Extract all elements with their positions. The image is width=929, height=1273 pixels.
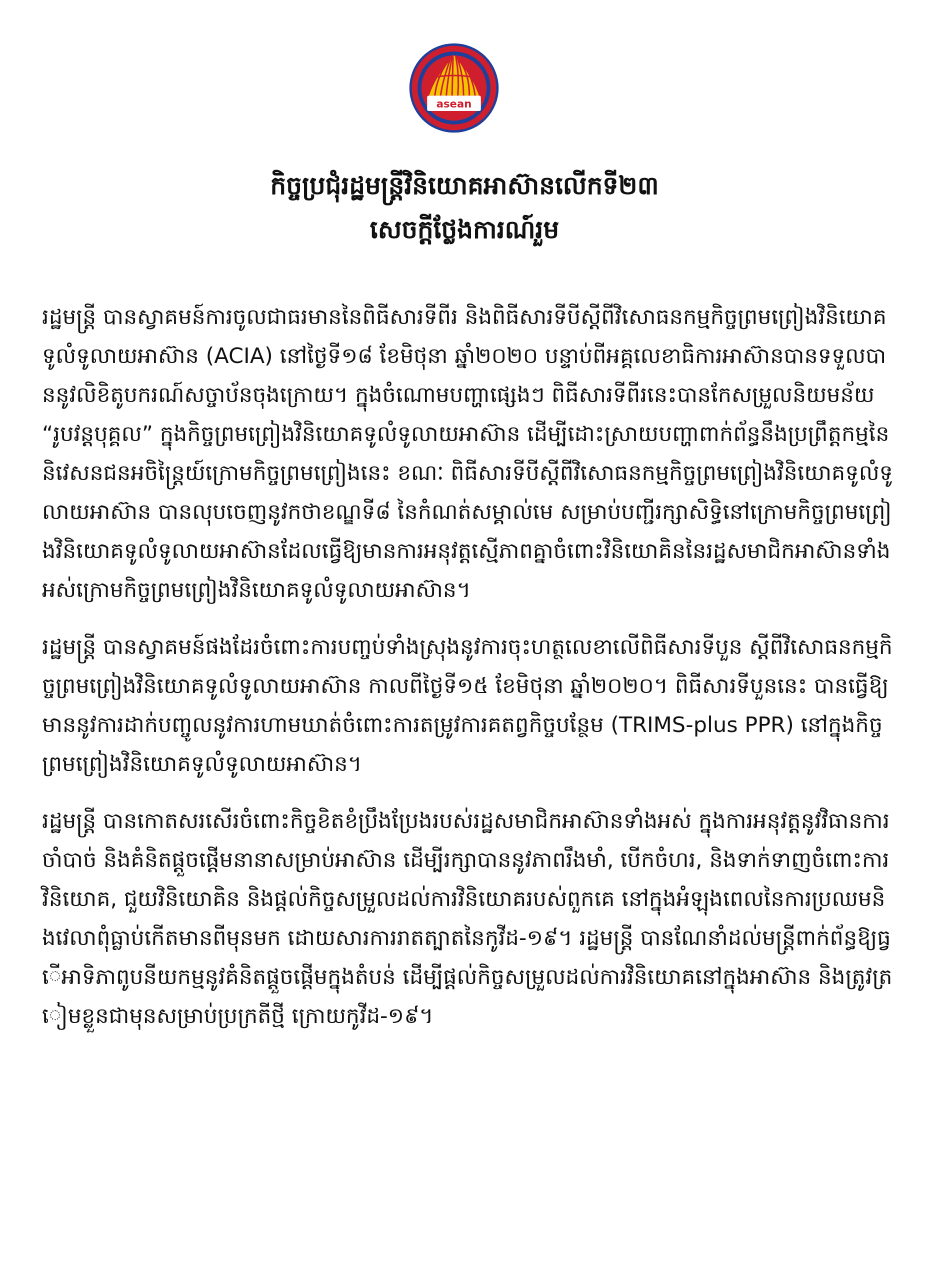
logo-wordmark: asean xyxy=(436,98,472,111)
paragraph-1: រដ្ឋមន្ត្រី បានស្វាគមន៍ការចូលជាធរមាននៃពិធីសារទីពីរ និងពិធីសារទីបីស្តីពីវិសោធនកម្មកិច្ចព្រមព្រៀងវិនិយោគទូលំទូលាយអាស៊ាន (ACIA) នៅថ្ងៃទី១៨ ខែមិថុនា ឆ្នាំ២០២០ បន្ទាប់ពីអគ្គលេខាធិការអាស៊ានបានទទួលបាននូវលិខិតូបករណ៍សច្ចាប័នចុងក្រោយ។ ក្នុងចំណោមបញ្ហាផ្សេងៗ ពិធីសារទីពីរនេះបានកែសម្រួលនិយមន័យ “រូបវន្តបុគ្គល” ក្នុងកិច្ចព្រមព្រៀងវិនិយោគទូលំទូលាយអាស៊ាន ដើម្បីដោះស្រាយបញ្ហាពាក់ព័ន្ធនឹងប្រព្រឹត្តកម្មនៃនិវេសនជនអចិន្ត្រៃយ៍ក្រោមកិច្ចព្រមព្រៀងនេះ ខណៈ ពិធីសារទីបីស្តីពីវិសោធនកម្មកិច្ចព្រមព្រៀងវិនិយោគទូលំទូលាយអាស៊ាន បានលុបចេញនូវកថាខណ្ឌទី៨ នៃកំណត់សម្គាល់មេ សម្រាប់បញ្ជីរក្សាសិទ្ធិនៅក្រោមកិច្ចព្រមព្រៀងវិនិយោគទូលំទូលាយអាស៊ានដែលធ្វើឱ្យមានការអនុវត្តស្មើភាពគ្នាចំពោះវិនិយោគិននៃរដ្ឋសមាជិកអាស៊ានទាំងអស់ក្រោមកិច្ចព្រមព្រៀងវិនិយោគទូលំទូលាយអាស៊ាន។ xyxy=(42,305,893,603)
document-header xyxy=(0,164,929,252)
document-body xyxy=(42,298,894,1054)
asean-logo xyxy=(406,40,502,136)
document-subtitle: សេចក្តីថ្លែងការណ៍រួម xyxy=(369,215,560,244)
paragraph-2: រដ្ឋមន្ត្រី បានស្វាគមន៍ផងដែរចំពោះការបញ្ចប់ទាំងស្រុងនូវការចុះហត្ថលេខាលើពិធីសារទីបួន ស្តីពីវិសោធនកម្មកិច្ចព្រមព្រៀងវិនិយោគទូលំទូលាយអាស៊ាន កាលពីថ្ងៃទី១៥ ខែមិថុនា ឆ្នាំ២០២០។ ពិធីសារទីបួននេះ បានធ្វើឱ្យមាននូវការដាក់បញ្ចូលនូវការហាមឃាត់ចំពោះការតម្រូវការគតព្វកិច្ចបន្ថែម (TRIMS-plus PPR) នៅក្នុងកិច្ចព្រមព្រៀងវិនិយោគទូលំទូលាយអាស៊ាន។ xyxy=(42,635,893,777)
asean-emblem-icon xyxy=(406,40,502,136)
paragraph-3: រដ្ឋមន្ត្រី បានកោតសរសើរចំពោះកិច្ចខិតខំប្រឹងប្រែងរបស់រដ្ឋសមាជិកអាស៊ានទាំងអស់ ក្នុងការអនុវត្តនូវវិធានការចាំបាច់ និងគំនិតផ្តួចផ្តើមនានាសម្រាប់អាស៊ាន ដើម្បីរក្សាបាននូវភាពរឹងមាំ, បើកចំហរ, និងទាក់ទាញចំពោះការវិនិយោគ, ជួយវិនិយោគិន និងផ្តល់កិច្ចសម្រួលដល់ការវិនិយោគរបស់ពួកគេ នៅក្នុងអំឡុងពេលនៃការប្រឈមនិងវេលាពុំធ្លាប់កើតមានពីមុនមក ដោយសារការរាតត្បាតនៃកូវីដ-១៩។ រដ្ឋមន្ត្រី បានណែនាំដល់មន្ត្រីពាក់ព័ន្ធឱ្យធ្វើអាទិភាពូបនីយកម្មនូវគំនិតផ្តួចផ្តើមក្នុងតំបន់ ដើម្បីផ្តល់កិច្ចសម្រួលដល់ការវិនិយោគនៅក្នុងអាស៊ាន និងត្រូវត្រៀមខ្លួនជាមុនសម្រាប់ប្រក្រតីថ្មី ក្រោយកូវីដ-១៩។ xyxy=(42,809,893,1029)
document-title: កិច្ចប្រជុំរដ្ឋមន្ត្រីវិនិយោគអាស៊ានលើកទី២៣ xyxy=(270,171,659,200)
